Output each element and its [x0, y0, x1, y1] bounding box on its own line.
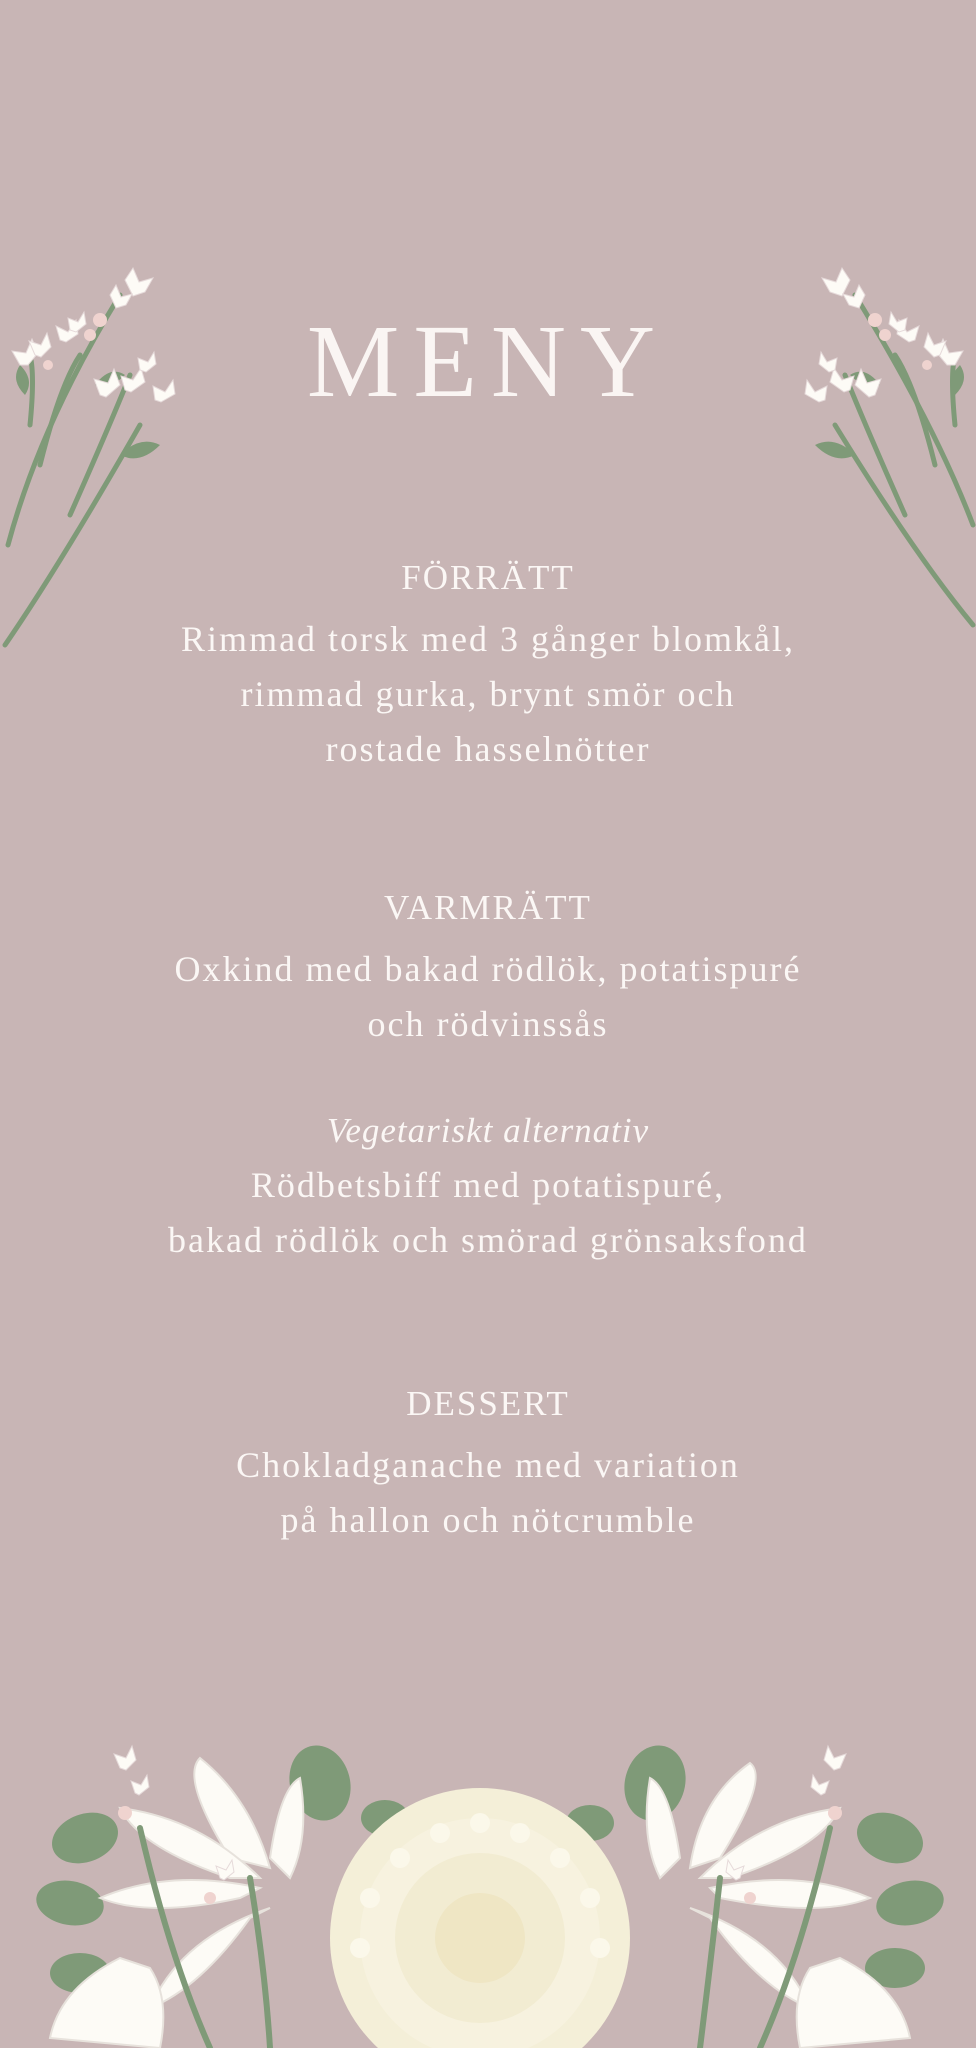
vegetarian-line: bakad rödlök och smörad grönsaksfond: [168, 1220, 808, 1260]
vegetarian-label: Vegetariskt alternativ: [326, 1111, 650, 1150]
main-course-heading: VARMRÄTT: [384, 888, 592, 927]
main-course-line: och rödvinssås: [367, 1004, 609, 1044]
starter-line: rostade hasselnötter: [325, 729, 651, 769]
dessert-line: Chokladganache med variation: [236, 1445, 740, 1485]
vegetarian-section: [0, 1103, 976, 1268]
dessert-section: [0, 1382, 976, 1548]
dessert-heading: DESSERT: [406, 1384, 570, 1423]
dessert-line: på hallon och nötcrumble: [280, 1500, 696, 1540]
main-course-line: Oxkind med bakad rödlök, potatispuré: [174, 949, 802, 989]
menu-title: MENY: [306, 304, 670, 419]
starter-line: Rimmad torsk med 3 gånger blomkål,: [181, 619, 795, 659]
starter-heading: FÖRRÄTT: [401, 558, 575, 597]
floral-bouquet-icon: [0, 1738, 976, 2048]
main-course-section: [0, 886, 976, 1052]
starter-line: rimmad gurka, brynt smör och: [240, 674, 736, 714]
vegetarian-line: Rödbetsbiff med potatispuré,: [250, 1165, 726, 1205]
starter-section: [0, 556, 976, 777]
